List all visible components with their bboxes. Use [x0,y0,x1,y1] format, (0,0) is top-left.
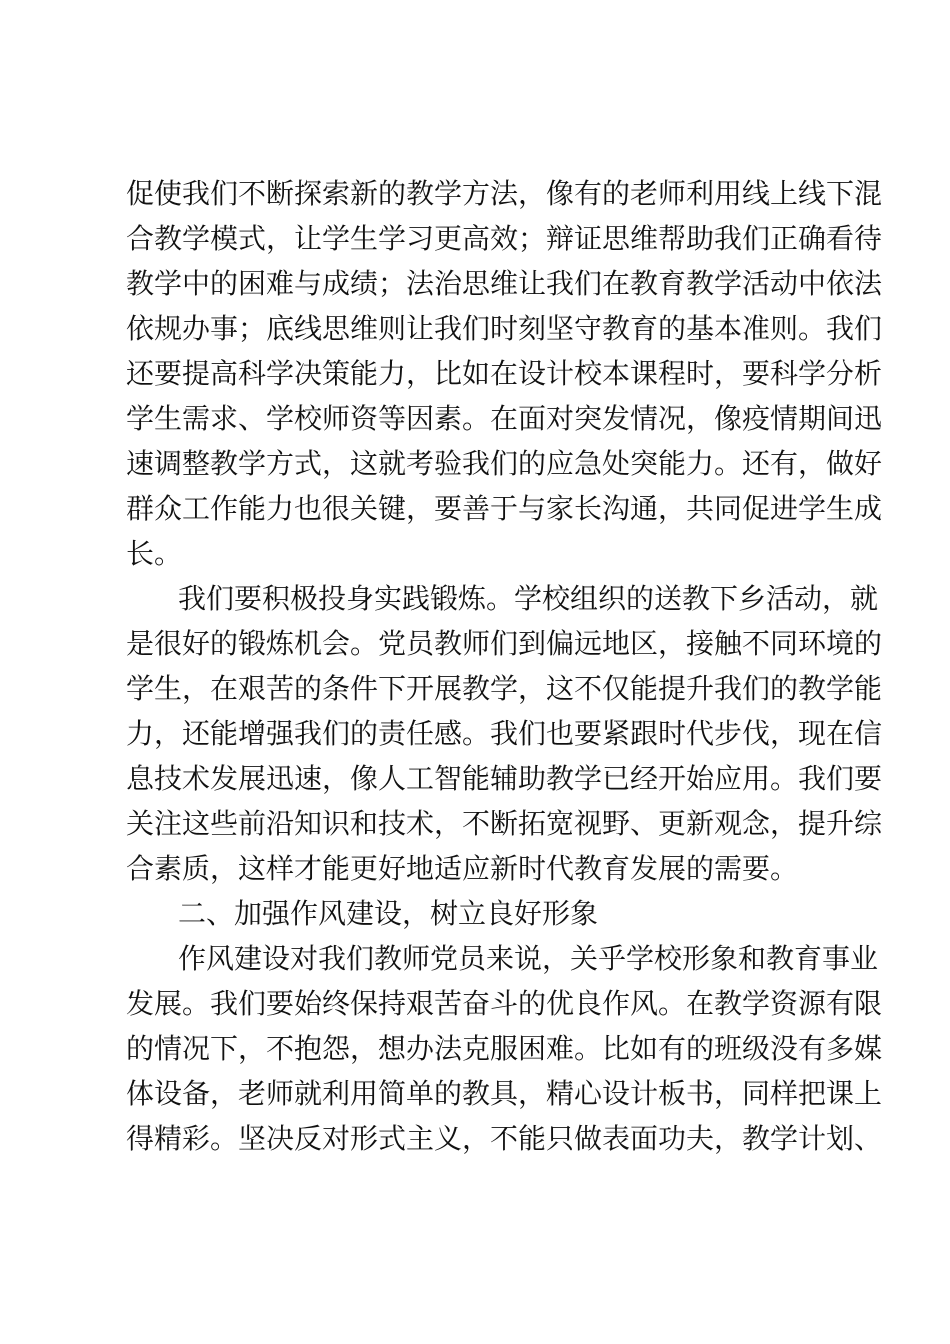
body-text-line: 学生需求、学校师资等因素。在面对突发情况，像疫情期间迅 [126,402,883,435]
paragraph-first-line: 我们要积极投身实践锻炼。学校组织的送教下乡活动，就 [178,582,879,615]
section-heading: 二、加强作风建设，树立良好形象 [178,897,599,930]
paragraph-first-line: 作风建设对我们教师党员来说，关乎学校形象和教育事业 [178,942,879,975]
body-text-line: 关注这些前沿知识和技术，不断拓宽视野、更新观念，提升综 [126,807,883,840]
body-text-line: 合教学模式，让学生学习更高效；辩证思维帮助我们正确看待 [126,222,883,255]
body-text-line: 还要提高科学决策能力，比如在设计校本课程时，要科学分析 [126,357,883,390]
body-text-line: 学生，在艰苦的条件下开展教学，这不仅能提升我们的教学能 [126,672,883,705]
body-text-line: 依规办事；底线思维则让我们时刻坚守教育的基本准则。我们 [126,312,883,345]
body-text-line: 发展。我们要始终保持艰苦奋斗的优良作风。在教学资源有限 [126,987,883,1020]
body-text-line: 的情况下，不抱怨，想办法克服困难。比如有的班级没有多媒 [126,1032,883,1065]
body-text-line: 力，还能增强我们的责任感。我们也要紧跟时代步伐，现在信 [126,717,883,750]
body-text-line: 长。 [126,537,183,570]
body-text-line: 速调整教学方式，这就考验我们的应急处突能力。还有，做好 [126,447,883,480]
body-text-line: 合素质，这样才能更好地适应新时代教育发展的需要。 [126,852,799,885]
body-text-line: 是很好的锻炼机会。党员教师们到偏远地区，接触不同环境的 [126,627,883,660]
body-text-line: 息技术发展迅速，像人工智能辅助教学已经开始应用。我们要 [126,762,883,795]
body-text-line: 促使我们不断探索新的教学方法，像有的老师利用线上线下混 [126,177,883,210]
body-text-line: 教学中的困难与成绩；法治思维让我们在教育教学活动中依法 [126,267,883,300]
body-text-line: 群众工作能力也很关键，要善于与家长沟通，共同促进学生成 [126,492,883,525]
body-text-line: 得精彩。坚决反对形式主义，不能只做表面功夫，教学计划、 [126,1122,883,1155]
body-text-line: 体设备，老师就利用简单的教具，精心设计板书，同样把课上 [126,1077,883,1110]
